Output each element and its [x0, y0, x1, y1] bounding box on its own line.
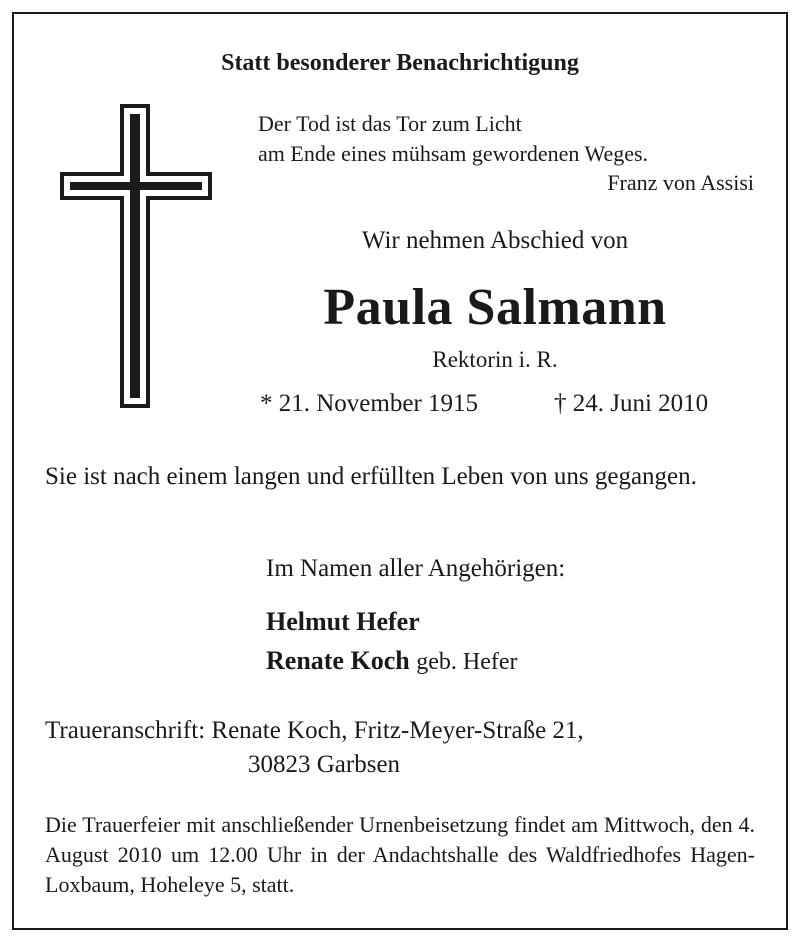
quote-line-2: am Ende eines mühsam gewordenen Weges.	[258, 141, 649, 166]
birth-date: * 21. November 1915	[260, 390, 479, 417]
quote-author: Franz von Assisi	[607, 170, 754, 195]
mourner-1: Helmut Hefer	[266, 607, 420, 636]
address-line-2: 30823 Garbsen	[248, 751, 401, 778]
quote-line-1: Der Tod ist das Tor zum Licht	[258, 111, 522, 136]
cross-icon	[60, 104, 216, 410]
service-details: Die Trauerfeier mit anschließender Urnenbeisetzung findet am Mittwoch, den 4. August 2010 um 12.00 Uhr in der Andachtshalle des Waldfriedhofes Hagen-Loxbaum, Hoheleye 5, statt.	[45, 812, 755, 897]
address-line-1: Traueranschrift: Renate Koch, Fritz-Meyer-Straße 21,	[45, 717, 584, 744]
deceased-name: Paula Salmann	[323, 279, 667, 336]
on-behalf-line: Im Namen aller Angehörigen:	[266, 555, 566, 582]
mourner-2-note: geb. Hefer	[416, 649, 518, 675]
deceased-title: Rektorin i. R.	[432, 347, 558, 372]
body-text: Sie ist nach einem langen und erfüllten Leben von uns gegangen.	[45, 463, 697, 490]
farewell-intro: Wir nehmen Abschied von	[361, 227, 629, 254]
mourner-2-name: Renate Koch	[266, 646, 410, 675]
death-date: † 24. Juni 2010	[554, 390, 709, 417]
mourner-2	[266, 646, 517, 676]
notice-heading: Statt besonderer Benachrichtigung	[221, 50, 579, 76]
